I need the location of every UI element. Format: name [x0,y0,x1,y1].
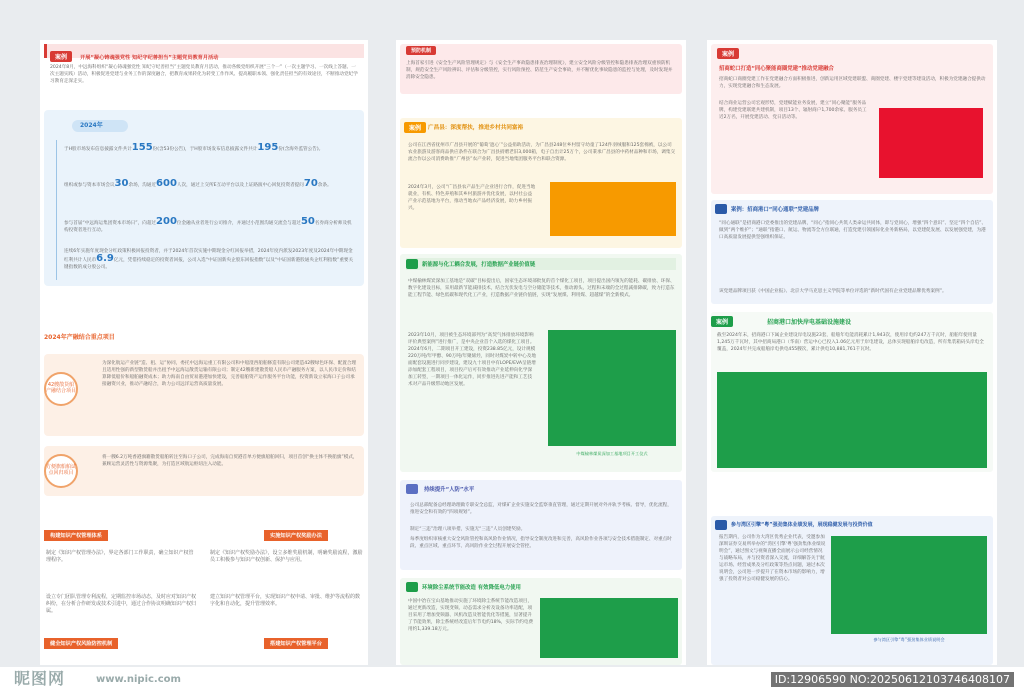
page-right [707,40,997,665]
ip-pill-4: 搭建知识产权管理平台 [264,638,328,649]
green-image [548,330,676,446]
case-image [879,108,983,178]
case-banner [44,44,364,61]
env-image [540,598,678,658]
case-title: 开展“凝心铸魂强党性 知纪守纪善担当”主题党员教育月活动 [80,55,219,61]
green-title: 招商港口加快岸电基础设施建设 [767,319,852,326]
watermark-url: www.nipic.com [96,674,181,685]
case-text: 招商蛇口商圈党建工作在党建融合方面积极推进，创新运用区域党建联盟、商圈党建、楼宇党建等建设活动，积极为党建融合提供动力，实现党建融合和生态发展。 [719,77,986,89]
env-text: 中国中冶在宝山基地推动实施了环境除尘系统节能改造项目，通过更新改造，实现变频、动态需求分析及设备功率适配，项目采用了增加变频器、风机改造及智能优化等措施，显著提升了节能效果，除尘系统经改造后年节电约18%，实际节约电费用约1,339.18万元。 [408,599,534,632]
case-panel [400,118,682,248]
env-panel [400,578,682,665]
bullet-4: 连续6年实施年度现金分红政策积极回报投资者，并于2024年首次实施中期现金分红回报举措，2024年度内派发2023年度及2024年中期现金红利共计人民币6.9亿元，凭借持续稳定的投资者回报，公司入选“中证国新央企股东回报指数”以及“中证国新港股通央企红利指数”重要关键指数的成分股公司。 [64,249,354,270]
case-text-2: 结合商业运营公司宏观形势，党建赋能业务发展，建立“同心聚能”服务品牌，构建党建联建共建机制，项目13个、辐射商户1,700余家、服务员工近2万名，开展党建活动、党日活动等。 [719,101,867,120]
bullet-1: 于H股市场发布信息披露文件共计155份(含53份公告)，于H股市场发布信息披露文件共计195份(含海外监管公告)。 [64,142,324,153]
blue-title: 案例：招商港口“同心通联”党建品牌 [731,207,819,213]
meeting-icon [715,520,727,530]
green-panel [711,312,993,472]
case-tag: 案例 [404,122,426,133]
env-title: 环境除尘系统节能改造 有效降低电力使用 [422,585,521,591]
project-2-panel [44,446,364,496]
green-text-2: 2023年10月，项目被生态环境部列为“高契气体排放环境影响评价典型案例”进行推广，是中央企业首个入选的煤化工项目。2024年6月，二期项目开工建设，投资238.85亿元，设计规模220万吨/年甲醇、90万吨/年聚烯烃，同时对煤炭中转中心及地面配套设施进行同步建设，建设九十项目中有LOPE/EVA呈链增添加配套工程项目，项目投产后可有效推动产业延伸向化学深加工转型，一期项目一体化运作，同步推进先进产能和工艺技术对产品升级带动地区发展。 [408,333,536,387]
ip-pill-2: 实施知识产权奖励办法 [264,530,328,541]
year-summary-panel [44,110,364,286]
ip-text-1: 制定《知识产权管理办法》，界定各部门工作职责，确立知识产权管理程序。 [46,550,194,563]
ip-text-4: 建立知识产权管理平台，实现知识产权申请、审批、维护等流程的数字化和自动化，提升管理效率。 [210,594,361,607]
ip-text-3: 设立专门团队管理专利流程，定期监控市场动态，及时应对知识产权纠纷，在分析合作研发或技术引进中，通过合作协议明确知识产权归属。 [46,594,197,614]
blue-bullet-3: 每季度组织审核重大安全风险管控和高风险作业情况，指导安全制度改进和完善，高风险作业各项与安全技术措施制定、对重点时段、重点区域、重点环节、高风险作业全过程开展安全管控。 [410,537,672,549]
green-text: 中煤榆林煤炭深加工基地是“双碳”目标提出后，国家生态环境部批复的首个煤化工项目，项目提出国内领先的能耗、碳排放、环保、数字化建设目标，采用最新节能减排技术，结合光伏发电与空分储能等技术，推动源头、过程和末端的全过程减排降碳，致力打造东能工程节能、绿色低碳和现代化工产业，打造数据产业链价值链，实现“发展煤、利用煤、超越煤”的全新模式。 [408,279,675,298]
green-tag: 案例 [711,316,733,327]
blue2-text: 报告期内，公司作为大湾区优秀企业代表，受邀参加深圳证券交易所举办的“湾区引擎‘粤’强劲集体业绩说明会”，通过图文与视频直播全面展示公司经营情况与战略布局，并与投资者深入交流，详细解答关于航运市场、经营成果及分红政策等热点问题，通过本次说明会，公司进一步提升了在资本市场的影响力，增强了投资者对公司稳健发展的信心。 [719,535,826,582]
circle-project-2: 方便旗船舶试点回归项目 [44,454,78,488]
circle-project-1: 42艘散货船产融结合项目 [44,372,78,406]
document-icon [715,204,727,214]
eco-icon [406,582,418,592]
case-title: 招商蛇口打造“同心聚能商圈党建”推动党建融合 [719,66,834,72]
blue2-title: 参与湾区引擎“粤”强劲集体业绩发展，展现稳健发展与投资价值 [731,522,873,528]
case-image [550,182,676,236]
watermark-bar [0,667,1024,695]
case-panel [711,44,993,194]
watermark-id: ID:12906590 NO:20250612103746408107 [771,672,1014,687]
green-caption: 中煤榆林煤炭深加工基地项目开工仪式 [576,451,648,456]
prevention-panel [400,44,682,94]
case-tag: 案例 [50,51,72,62]
green-image [717,372,987,468]
green-title-bar [406,258,676,270]
case-text: 2024年8月，中远海科组织“凝心铸魂强党性 知纪守纪善担当”主题党员教育月活动，推动各级党组织开展“三个一”（一次主题学习、一次线上答题、一次主题实践）活动，积极促进党建与业务工作的深度融合，把教育成果转化为转变工作作风、提高履职本领、强化责任担当的有效途径，不断推动党纪学习教育走深走实。 [50,65,358,84]
blue-bullet-1: 公司总部配备总经理助理做专职安全总监，对煤矿企业实施安全监察垂直管理，通过定期开展对外并轨予考核、督导，优化流程，推进安全和有效的“四项规划”。 [410,503,672,515]
blue-bullet-2: 制定“三违”治理八项举措，实施无“三违”人员创建奖励。 [410,527,526,532]
year-label: 2024年 [72,120,128,132]
page-left [40,40,368,665]
people-icon [406,484,418,494]
blue-panel [400,480,682,570]
case-text-2: 2024年3月，公司“广昌县农产品生产企业进行合作，促进当地就业，有机、特色养殖和其乡村旅游并优化发展，以村社公益产业示范基地为平台，推动当地农产品经济发展，助力乡村振兴。 [408,185,536,211]
prevention-tag: 预防机制 [406,46,436,55]
blue-panel [711,200,993,304]
ip-pill-3: 健全知识产权风险防控机制 [44,638,118,649]
page-middle [396,40,686,665]
prevention-text: 上海首家引进《安全生产风险管理规定》与《安全生产事故隐患排查治理制度》，建立安全风险分级管控和隐患排查治理双重预防机制，规范安全生产风险辨识、评估和分级管控，实行风险预控、防范生产安全事故，并不断优化事故隐患的监控与处理，及时发现并消除安全隐患。 [406,61,673,80]
blue2-image [831,536,987,634]
leaf-icon [406,259,418,269]
timeline-line [56,140,57,280]
green-text: 截至2024年末，招商港口下属企业建设岸电设施23套，船舶年电能消耗累计1,943次，使用岸电约247万千瓦时，船舶年使用量1,245万千瓦时，其中招商局港口（华南）营运中心已投入1.06亿元用于岸电建设，总体实现船舶岸电改造，所有集装箱码头岸电全覆盖，2024年共完成船舶岸电供电455艘次，累计供电10,881,761千瓦时。 [717,333,984,352]
bullet-3: 参与首届“中远海运集团资本市场日”，向超过200位金融从业者进行公司推介，并通过小范围沟通交流会与超过50名券商分析师及机构投资者进行互动。 [64,216,352,233]
blue-text: “同心通联”是招商港口党委推出的党建品牌，“同心”指同心共筑人类命运共同体，即与党同心，增强“四个意识”、坚定“四个自信”、做到“两个维护”；“通联”指港口、航运、物流等全方位联通，打造党建引领国际化业务新格局，以党建促发展、以发展强党建，为港口高质量发展提供坚强组织保证。 [719,221,987,240]
project-1-panel [44,354,364,436]
ip-pill-1: 构建知识产权管理体系 [44,530,108,541]
project-1-text: 为深化航运产业链“造、租、运”协同，委托中远海运重工有限公司和中船澄西船舶修造有限公司建造42艘绿色环保、配置合理且适用性强的新型散货船并出租予中远海运散货运输有限公司；制定42艘新建散货船人民币产融服务方案，以人民币定价和结算降低船价和船舶融资成本；助力海南自由贸易港港加快建设，完善船舶资产运作服务平台功能，投资新设立家海口子公司承接融资兴业，推动产融结合，助力公司远洋运营高质量发展。 [102,361,357,387]
ip-text-2: 制定《知识产权奖励办法》，设立多维奖励机制，明确奖励流程，激励员工积极参与知识产权创新、保护与应用。 [210,550,363,563]
blue-text-2: 该党建品牌项目获《中国企业报》、北京大学马克思主义学院等单位评选的“新时代国有企业党建品牌优秀案例”。 [719,289,947,294]
bullet-2: 组织或参与资本市场会议30余场，沟通近600人次，通过上交所E互动平台以及上证路演中心回复投资者提问70余条。 [64,178,332,189]
case-text: 公司在江西省抚州市广昌县开展的“葡萄‘遮心’”公益捐助活动，为广昌县248位乡村留守幼童了124件羽绒服和125套棉被，以公司农业旅游及游客商品供应条件在联合为广昌县捐赠老旧3,000箱，电子自出计25万个，公司秉承广昌县的中药材品种和市场，调集交流合作以公司消费助推“广州县”农产业转，促进当地集团服务平台和联合资源。 [408,143,676,162]
green-panel [400,254,682,472]
case-title: 广昌县：深度帮扶，推进乡村共同富裕 [428,125,524,131]
blue2-panel [711,516,993,665]
project-2-text: 将一艘6.2万吨香港旗籍散货船舶转注至海口子公司，完成海南自贸港首单方便旗船舶回归，项目首创“换主体不换船旗”模式，兼顾运营灵活性与资源集聚，为打造区域航运枢纽注入动能。 [102,455,358,467]
case-tag: 案例 [717,48,739,59]
green-title: 新能源与化工耦合发展，打造数据产业链价值链 [422,262,536,268]
blue-title: 持续提升“人防”水平 [424,487,475,493]
section2-title: 2024年产融结合重点项目 [44,334,115,341]
watermark-logo: 昵图网 [14,669,66,688]
blue2-caption: 参与湾区引擎“粤”强劲集体业绩说明会 [873,637,945,642]
